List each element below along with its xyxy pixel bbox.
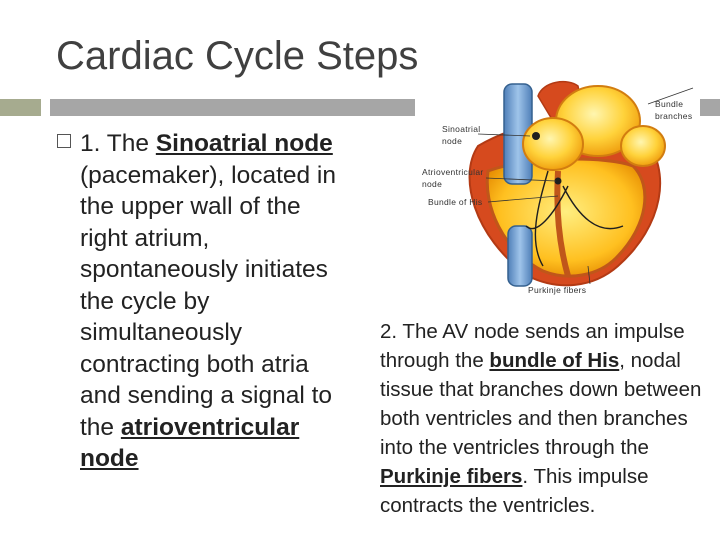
step-2-suffix: . This impulse contracts the ventricles. xyxy=(380,465,649,517)
title-divider-accent xyxy=(0,99,41,116)
step-2-paragraph xyxy=(380,317,710,520)
step-2-prefix: 2. The AV node sends an impulse through the xyxy=(380,320,685,372)
title-divider xyxy=(50,99,415,116)
step-1-prefix: 1. The xyxy=(80,130,156,157)
label-purkinje-fibers: Purkinje fibers xyxy=(528,285,587,295)
label-av-node-line2: node xyxy=(422,179,443,189)
checkbox-bullet-icon xyxy=(57,134,71,148)
heart-illustration xyxy=(470,82,665,286)
label-bundle-branches-line1: Bundle xyxy=(655,99,684,109)
purkinje-fibers-term: Purkinje fibers xyxy=(380,465,523,488)
step-2-body: , nodal tissue that branches down between both ventricles and then branches into the ventricles through the xyxy=(380,349,702,459)
label-sinoatrial-line1: Sinoatrial xyxy=(442,124,481,134)
label-av-node-line1: Atrioventricular xyxy=(422,167,484,177)
bundle-of-his-term: bundle of His xyxy=(489,349,620,372)
sinoatrial-node-term: Sinoatrial node xyxy=(155,130,333,157)
heart-conduction-diagram xyxy=(418,76,720,298)
label-sinoatrial-line2: node xyxy=(442,136,463,146)
step-1-paragraph xyxy=(80,128,350,475)
slide-title: Cardiac Cycle Steps xyxy=(56,34,419,78)
label-bundle-branches-line2: branches xyxy=(655,111,693,121)
step-1-body: (pacemaker), located in the upper wall of the right atrium, spontaneously initiates the cycle by simultaneously contracting both atria and sending a signal to the xyxy=(80,161,337,441)
label-bundle-of-his: Bundle of His xyxy=(428,197,483,207)
atrioventricular-node-term: atrioventricular node xyxy=(80,413,300,472)
